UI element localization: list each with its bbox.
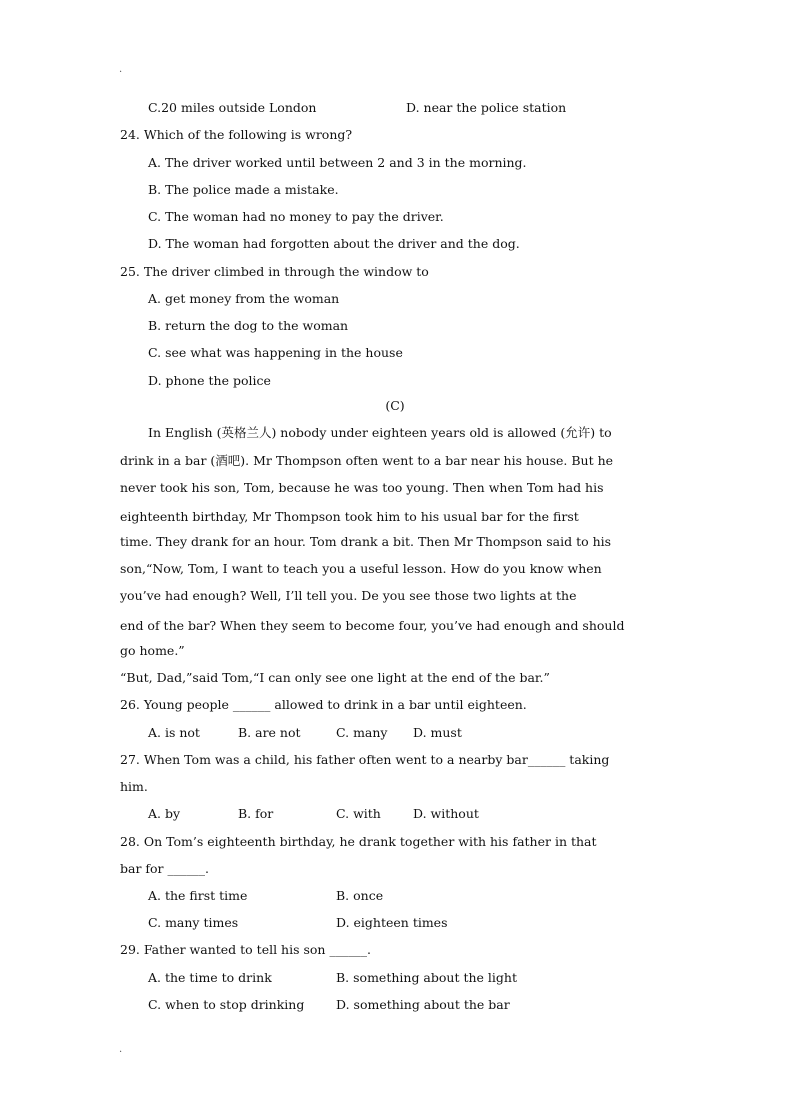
- q24-option-b: B. The police made a mistake.: [148, 182, 339, 197]
- q28-option-d: D. eighteen times: [336, 915, 448, 930]
- q24-option-a: A. The driver worked until between 2 and 3 in the morning.: [148, 155, 527, 170]
- q28-option-b: B. once: [336, 888, 384, 903]
- q24-option-d: D. The woman had forgotten about the driver and the dog.: [148, 236, 520, 251]
- q26-option-b: B. are not: [238, 725, 301, 740]
- q29-option-c: C. when to stop drinking: [148, 997, 305, 1012]
- q26-option-a: A. is not: [148, 725, 200, 740]
- passage-line-5: time. They drank for an hour. Tom drank a bit. Then Mr Thompson said to his: [120, 534, 612, 549]
- passage-line-4: eighteenth birthday, Mr Thompson took him to his usual bar for the first: [120, 509, 579, 524]
- q28-stem-line-2: bar for ______.: [120, 861, 209, 876]
- q25-option-b: B. return the dog to the woman: [148, 318, 349, 333]
- passage-line-1: In English (英格兰人) nobody under eighteen years old is allowed (允许) to: [148, 425, 612, 440]
- passage-line-3: never took his son, Tom, because he was too young. Then when Tom had his: [120, 480, 604, 495]
- q27-stem-line-1: 27. When Tom was a child, his father often went to a nearby bar______ taking: [120, 752, 610, 767]
- q25-option-c: C. see what was happening in the house: [148, 345, 403, 360]
- bottom-mark: .: [119, 1044, 123, 1055]
- q26-stem: 26. Young people ______ allowed to drink in a bar until eighteen.: [120, 697, 527, 712]
- q26-option-d: D. must: [413, 725, 462, 740]
- q25-stem: 25. The driver climbed in through the window to: [120, 264, 429, 279]
- passage-line-9: go home.”: [120, 643, 185, 658]
- q25-option-a: A. get money from the woman: [148, 291, 340, 306]
- section-heading: (C): [385, 398, 405, 413]
- q24-option-c: C. The woman had no money to pay the driver.: [148, 209, 444, 224]
- q27-option-d: D. without: [413, 806, 479, 821]
- q29-stem: 29. Father wanted to tell his son ______.: [120, 942, 371, 957]
- q29-option-d: D. something about the bar: [336, 997, 510, 1012]
- q27-option-c: C. with: [336, 806, 381, 821]
- prev-option-c: C.20 miles outside London: [148, 100, 317, 115]
- q28-option-c: C. many times: [148, 915, 239, 930]
- passage-line-8: end of the bar? When they seem to become four, you’ve had enough and should: [120, 618, 625, 633]
- q28-stem-line-1: 28. On Tom’s eighteenth birthday, he drank together with his father in that: [120, 834, 597, 849]
- passage-line-2: drink in a bar (酒吧). Mr Thompson often went to a bar near his house. But he: [120, 453, 614, 468]
- q29-option-a: A. the time to drink: [148, 970, 272, 985]
- q27-stem-line-2: him.: [120, 779, 148, 794]
- passage-line-6: son,“Now, Tom, I want to teach you a useful lesson. How do you know when: [120, 561, 602, 576]
- q26-option-c: C. many: [336, 725, 388, 740]
- q24-stem: 24. Which of the following is wrong?: [120, 127, 353, 142]
- passage-line-10: “But, Dad,”said Tom,“I can only see one light at the end of the bar.”: [120, 670, 550, 685]
- q28-option-a: A. the first time: [148, 888, 248, 903]
- q27-option-b: B. for: [238, 806, 274, 821]
- q25-option-d: D. phone the police: [148, 373, 271, 388]
- q27-option-a: A. by: [148, 806, 181, 821]
- passage-line-7: you’ve had enough? Well, I’ll tell you. De you see those two lights at the: [120, 588, 577, 603]
- prev-option-d: D. near the police station: [406, 100, 567, 115]
- top-mark: .: [119, 64, 123, 75]
- q29-option-b: B. something about the light: [336, 970, 517, 985]
